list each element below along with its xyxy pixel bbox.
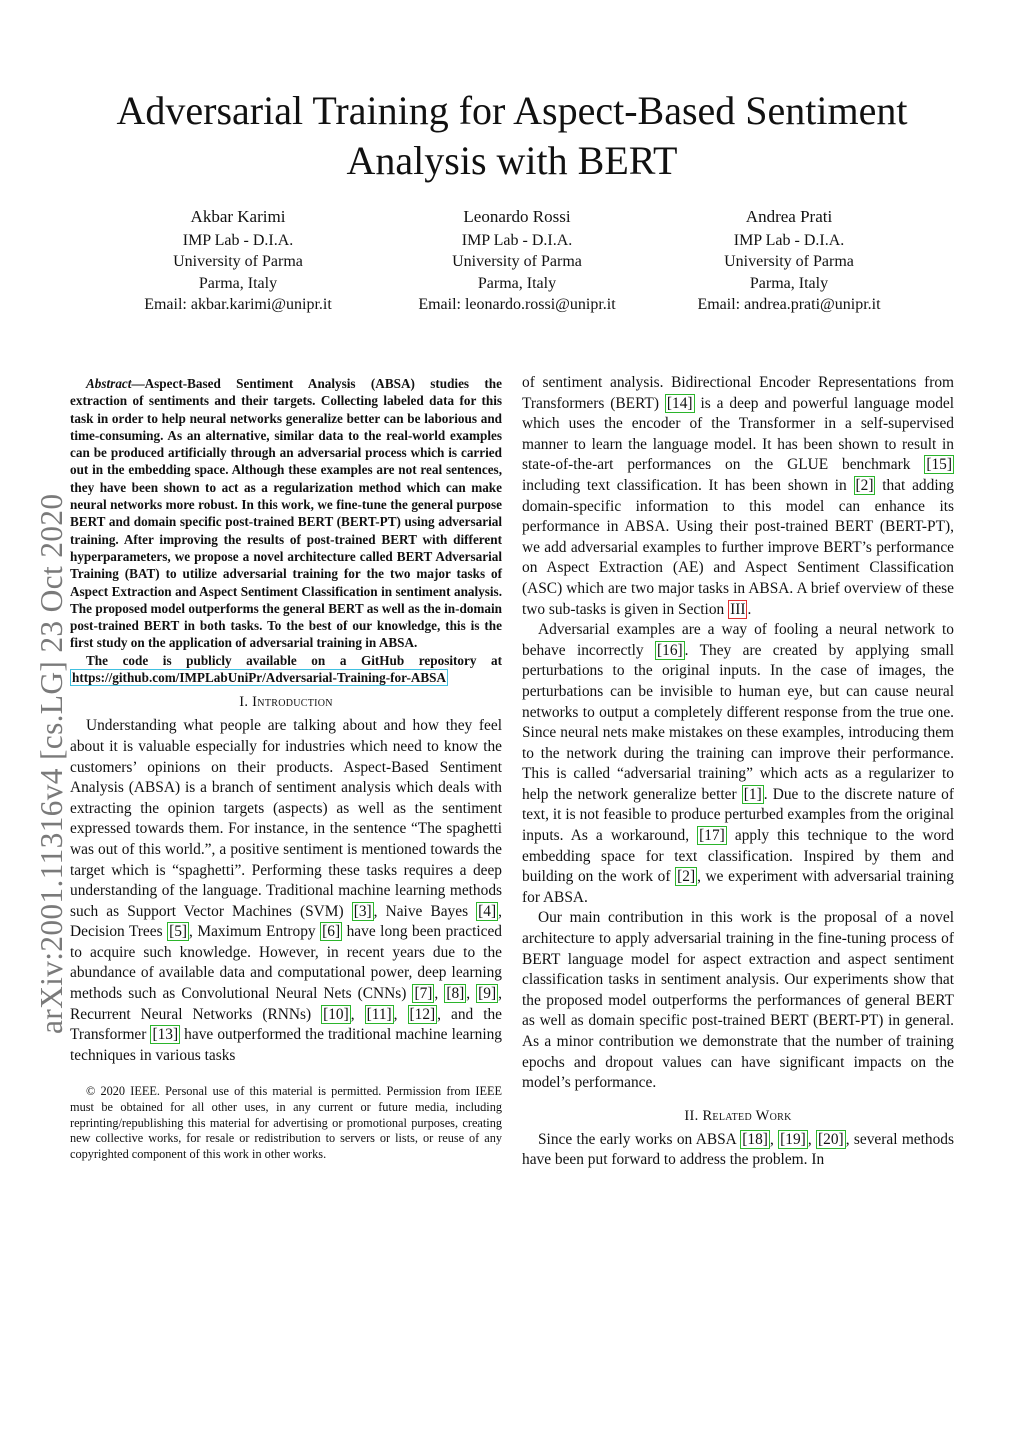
author-block-1 (88, 206, 388, 316)
citation-link[interactable]: [19] (780, 1130, 806, 1148)
citation-link[interactable]: [15] (926, 456, 952, 474)
arxiv-identifier: arXiv:2001.11316v4 [cs.LG] 23 Oct 2020 (34, 493, 69, 1034)
text-run: is a deep and powerful language model which uses the encoder of the Transformer in a self-supervised manner to learn the language model. It has been shown to result in state-of-the-art performances on the GLUE benchmark (522, 394, 955, 474)
text-run: Adversarial examples are a way of fooling a neural network to behave incorrectly (522, 621, 954, 659)
citation-link[interactable]: [2] (677, 868, 696, 886)
author-affiliation: IMP Lab - D.I.A. (733, 231, 845, 249)
text-run: have long been practiced to acquire such knowledge. However, in recent years due to the abundance of available data and computational power, deep learning methods such as Convolutional Neural Nets (CNNs) (70, 923, 502, 1003)
copyright-notice: © 2020 IEEE. Personal use of this material is permitted. Permission from IEEE must be obtained for all other uses, in any current or future media, including reprinting/republishing this material for advertising or promotional purposes, creating new collective works, for resale or redistribution to servers or lists, or reuse of any copyrighted component of this work in other works. (70, 1084, 502, 1161)
text-run: . (747, 600, 752, 618)
text-run: , (434, 985, 445, 1003)
intro-paragraph-2 (522, 620, 954, 908)
intro-paragraph-1 (70, 716, 502, 1066)
text-run: Since the early works on ABSA (538, 1130, 741, 1148)
author-block-3 (639, 206, 939, 316)
text-run: apply this technique to the word embedding space for text classification. Inspired by them and building on the work of (522, 827, 954, 886)
citation-link[interactable]: [5] (169, 923, 188, 941)
text-run: Understanding what people are talking about and how they feel about it is valuable especially for industries which need to know the customers’ opinions on their products. Aspect-Based Sentiment Analysis (ABSA) is a branch of sentiment analysis which deals with extracting the opinion targets (aspects) as well as the sentiment expressed towards them. For instance, in the sentence “The spaghetti was out of this world.”, a positive sentiment is mentioned towards the target which is “spaghetti”. Performing these tasks requires a deep understanding of the language. Traditional machine learning methods such as Support Vector Machines (SVM) (70, 717, 502, 920)
citation-link[interactable]: [2] (855, 476, 874, 494)
citation-link[interactable]: [16] (657, 641, 683, 659)
author-affiliation: Parma, Italy (198, 274, 278, 292)
citation-link[interactable]: [9] (478, 985, 497, 1003)
paper-title: Adversarial Training for Aspect-Based Sentiment Analysis with BERT (116, 88, 908, 183)
author-affiliation: IMP Lab - D.I.A. (182, 231, 294, 249)
citation-link[interactable]: [17] (699, 827, 725, 845)
citation-link[interactable]: [1] (743, 785, 762, 803)
author-name: Akbar Karimi (190, 207, 286, 226)
text-run: including text classification. It has been shown in (522, 476, 854, 494)
author-name: Leonardo Rossi (463, 207, 571, 226)
text-run: of sentiment analysis. Bidirectional Encoder Representations from Transformers (BERT) (522, 374, 954, 412)
author-affiliation: University of Parma (173, 253, 303, 270)
author-affiliation: Parma, Italy (477, 274, 557, 292)
author-email: Email: leonardo.rossi@unipr.it (418, 296, 616, 313)
author-email: Email: andrea.prati@unipr.it (697, 296, 881, 313)
text-run: . They are created by applying small perturbations to the original inputs. In the case of images, the perturbations can be invisible to human eye, but can cause neural networks to output a completely different response from the true one. Since neural nets make mistakes on these examples, introducing them to the network during the training can improve their performance. This is called “adversarial training” which acts as a regularizer to help the network generalize better (522, 641, 954, 803)
abstract-text: —Aspect-Based Sentiment Analysis (ABSA) studies the extraction of sentiments and their targets. Collecting labeled data for this task in order to help neural networks generalize better can be laborious and time-consuming. As an alternative, similar data to the real-world examples can be produced artificially through an adversarial process which is carried out in the embedding space. Although these examples are not real sentences, they have been shown to act as a regularization method which can make neural networks more robust. In this work, we fine-tune the general purpose BERT and domain specific post-trained BERT (BERT-PT) using adversarial training. After improving the results of post-trained BERT with different hyperparameters, we propose a novel architecture called BERT Adversarial Training (BAT) to utilize adversarial training for the two major tasks of Aspect Extraction and Aspect Sentiment Classification in sentiment analysis. The proposed model outperforms the general BERT as well as the in-domain post-trained BERT in both tasks. To the best of our knowledge, this is the first study on the application of adversarial training in ABSA. (70, 376, 502, 651)
intro-paragraph-1-continued (522, 373, 954, 620)
citation-link[interactable]: [14] (666, 394, 693, 412)
section-heading-introduction: I. Introduction (239, 694, 333, 711)
text-run: , Recurrent Neural Networks (RNNs) (70, 985, 502, 1023)
author-name: Andrea Prati (745, 207, 833, 226)
text-run: , (769, 1130, 779, 1148)
citation-link[interactable]: [6] (322, 923, 341, 941)
author-affiliation: Parma, Italy (749, 274, 829, 292)
text-run: , Maximum Entropy (189, 923, 321, 941)
citation-link[interactable]: [12] (409, 1005, 436, 1023)
text-run: , (350, 1005, 365, 1023)
citation-link[interactable]: [8] (446, 985, 465, 1003)
text-run: , and the Transformer (70, 1005, 502, 1044)
citation-link[interactable]: [11] (366, 1005, 392, 1023)
section-heading-related-work: II. Related Work (684, 1107, 792, 1124)
section-link[interactable]: III (730, 600, 746, 618)
author-affiliation: University of Parma (452, 253, 582, 270)
text-run: , (393, 1005, 408, 1023)
text-run: , we experiment with adversarial training for ABSA. (522, 868, 955, 906)
citation-link[interactable]: [20] (818, 1130, 844, 1148)
left-column (70, 375, 502, 1162)
citation-link[interactable]: [3] (353, 902, 372, 920)
abstract (70, 375, 502, 652)
related-paragraph-1 (522, 1130, 954, 1171)
text-run: , Naive Bayes (373, 902, 477, 920)
intro-paragraph-3: Our main contribution in this work is the proposal of a novel architecture to apply adversarial training in the fine-tuning process of BERT language model for aspect extraction and aspect sentiment classification tasks in sentiment analysis. Our experiments show that the proposed model outperforms the performances of general BERT as well as domain specific post-trained BERT (BERT-PT) in general. As a minor contribution we demonstrate that the number of training epochs and dropout values can have significant impacts on the model’s performance. (522, 909, 954, 1092)
text-run: that adding domain-specific information to this model can enhance its performance in ABSA. Using their post-trained BERT (BERT-PT), we add adversarial examples to further improve BERT’s performance on Aspect Extraction (AE) and Aspect Sentiment Classification (ASC) which are two major tasks in ABSA. A brief overview of these two sub-tasks is given in Section (522, 476, 954, 618)
citation-link[interactable]: [10] (323, 1005, 349, 1023)
citation-link[interactable]: [7] (414, 985, 433, 1003)
text-run: have outperformed the traditional machine learning techniques in various tasks (70, 1026, 502, 1064)
text-run: , (466, 985, 477, 1003)
right-column (522, 373, 954, 1171)
github-link[interactable]: https://github.com/IMPLabUniPr/Adversarial-Training-for-ABSA (72, 670, 447, 686)
abstract-lead: Abstract (86, 376, 132, 391)
text-run: . Due to the discrete nature of text, it is not feasible to produce perturbed examples from the original inputs. As a workaround, (522, 785, 954, 845)
author-affiliation: IMP Lab - D.I.A. (461, 231, 573, 249)
text-run: , Decision Trees (70, 902, 502, 941)
citation-link[interactable]: [4] (478, 902, 497, 920)
text-run: , several methods have been put forward to address the problem. In (522, 1130, 954, 1169)
code-availability (70, 652, 502, 687)
text-run: , (807, 1130, 817, 1148)
author-affiliation: University of Parma (724, 253, 854, 270)
author-email: Email: akbar.karimi@unipr.it (144, 296, 332, 313)
citation-link[interactable]: [18] (742, 1130, 768, 1148)
code-prefix: The code is publicly available on a GitHub repository at (86, 652, 502, 668)
author-block-2 (367, 206, 667, 316)
citation-link[interactable]: [13] (152, 1026, 179, 1044)
